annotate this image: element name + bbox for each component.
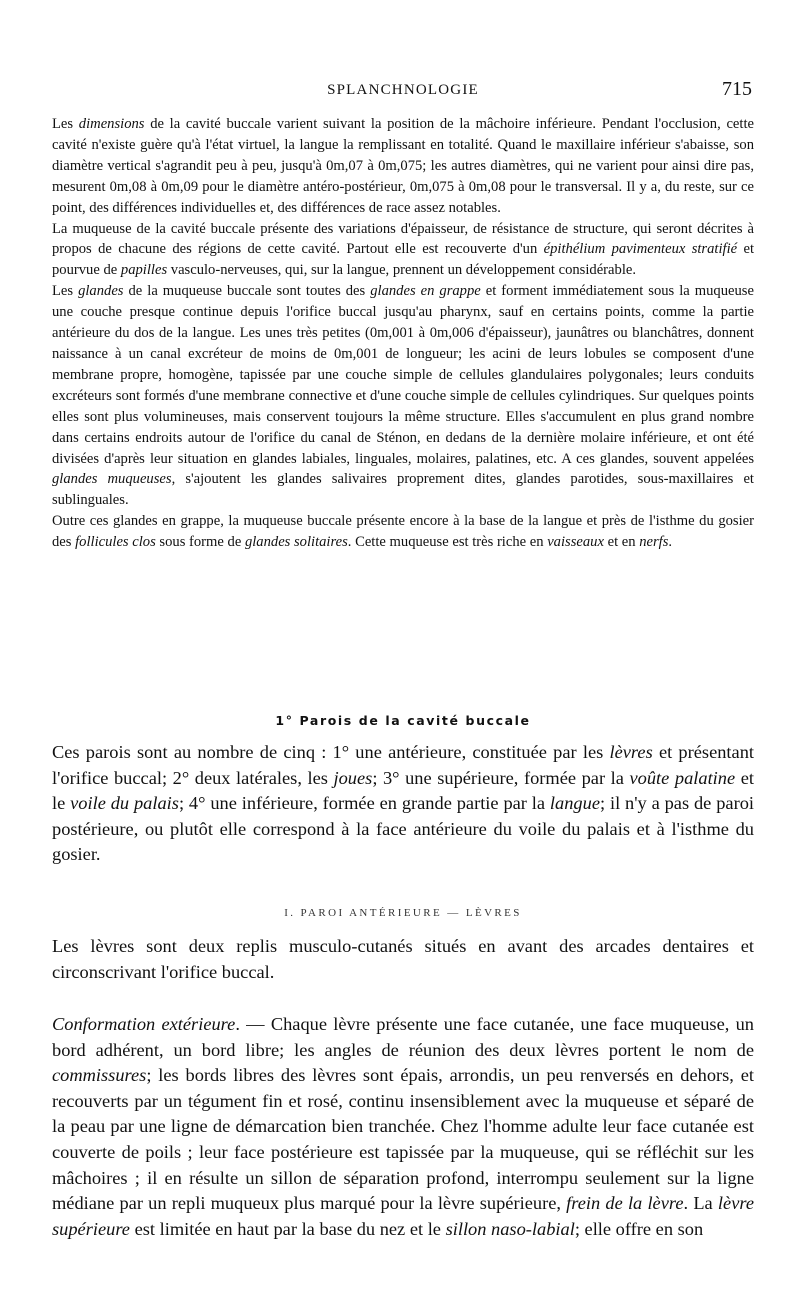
- italic-run: follicules clos: [75, 534, 156, 551]
- paragraph-muqueuse: [52, 219, 754, 282]
- text-run: La muqueuse de la cavité buccale présente des variations d'épaisseur, de résistance de structure, qui seront décrites à propos de chacune des régions de cette cavité. Partout elle est recouverte d'un: [52, 220, 754, 258]
- text-run: . Cette muqueuse est très riche en: [347, 534, 548, 551]
- paragraph-dimensions: [52, 114, 754, 219]
- italic-run: Conformation extérieure: [52, 1014, 236, 1034]
- italic-run: voile du palais: [70, 793, 179, 814]
- italic-run: glandes: [78, 283, 124, 300]
- italic-run: lèvre supérieure: [52, 1193, 754, 1239]
- text-run: Ces parois sont au nombre de cinq : 1° une antérieure, constituée par les: [52, 742, 610, 762]
- italic-run: joues: [333, 767, 373, 788]
- text-run: et présentant l'orifice buccal; 2° deux latérales, les: [52, 742, 755, 788]
- italic-run: sillon naso-labial: [445, 1218, 575, 1239]
- intro-block: [52, 740, 754, 868]
- italic-run: commissures: [52, 1065, 147, 1086]
- section-heading: 1° Parois de la cavité buccale: [275, 713, 531, 728]
- italic-run: glandes en grappe: [370, 283, 481, 300]
- paragraph-conformation: [52, 1012, 754, 1242]
- text-run: . — Chaque lèvre présente une face cutanée, une face muqueuse, un bord adhérent, un bord libre; les angles de réunion des deux lèvres portent le nom de: [52, 1014, 754, 1060]
- italic-run: frein de la lèvre: [566, 1193, 684, 1214]
- text-run: de la muqueuse buccale sont toutes des: [123, 283, 371, 300]
- text-run: Les: [52, 116, 79, 132]
- italic-run: langue: [549, 793, 600, 814]
- paragraph-parois: [52, 740, 754, 868]
- text-run: et pourvue de: [52, 241, 754, 279]
- text-run: et en: [603, 534, 640, 551]
- paragraph-levres: [52, 934, 754, 985]
- paragraph-follicules: [52, 511, 754, 553]
- page-number: 715: [722, 78, 752, 100]
- text-run: ; 3° une supérieure, formée par la: [372, 767, 630, 788]
- text-run: Les: [52, 283, 79, 300]
- text-run: ; elle offre en son: [574, 1218, 704, 1239]
- text-run: Les lèvres sont deux replis musculo-cutanés situés en avant des arcades dentaires et circonscrivant l'orifice buccal.: [52, 936, 754, 982]
- text-run: est limitée en haut par la base du nez et le: [129, 1218, 446, 1239]
- text-run: ; les bords libres des lèvres sont épais, arrondis, un peu renversés en dehors, et recouverts par un tégument fin et rosé, continu insensiblement avec la muqueuse et séparé de la peau par une ligne de démarcation bien tranchée. Chez l'homme adulte leur face cutanée est couverte de poils ; leur face postérieure est tapissée par la muqueuse, qui se réfléchit sur les mâchoires ; il en résulte un sillon de séparation profond, interrompu seulement sur la ligne médiane par un repli muqueux plus marqué pour la lèvre supérieure,: [52, 1065, 754, 1214]
- italic-run: glandes solitaires: [244, 534, 348, 551]
- text-run: ; il n'y a pas de paroi postérieure, ou plutôt elle correspond à la face antérieure du voile du palais et à l'isthme du gosier.: [52, 793, 754, 865]
- text-run: . La: [683, 1193, 718, 1214]
- text-run: de la cavité buccale varient suivant la position de la mâchoire inférieure. Pendant l'occlusion, cette cavité n'existe guère qu'à l'état virtuel, la langue la remplissant en totalité. Quand le maxillaire inférieur s'abaisse, son diamètre vertical s'agrandit peu à peu, jusqu'à 0m,07 à 0m,075; les autres diamètres, qui ne varient pour ainsi dire pas, mesurent 0m,08 à 0m,09 pour le diamètre antéro-postérieur, 0m,075 à 0m,08 pour le transversal. Il y a, du reste, sur ce point, des différences individuelles et, des différences de race assez notables.: [52, 116, 754, 216]
- small-print-block: [52, 114, 754, 553]
- paragraph-glandes: [52, 281, 754, 511]
- text-run: et forment immédiatement sous la muqueuse une couche presque continue depuis l'orifice buccal jusqu'au pharynx, sauf en certains points, comme la partie antérieure du dos de la langue. Les unes très petites (0m,001 à 0m,006 d'épaisseur), jaunâtres ou blanchâtres, donnent naissance à un canal excréteur de moins de 0m,001 de longueur; les acini de leurs lobules se composent d'une membrane propre, homogène, tapissée par une couche simple de cellules glandulaires polygonales; leurs conduits excréteurs sont formés d'une membrane connective et d'une couche simple de cellules cylindriques. Sur quelques points elles sont plus volumineuses, mais conservent toujours la même structure. Elles s'accumulent en plus grand nombre dans certains endroits autour de l'orifice du canal de Sténon, en dedans de la dernière molaire inférieure, et ont été divisées d'après leur situation en glandes labiales, linguales, molaires, palatines, etc. A ces glandes, souvent appelées: [52, 283, 754, 467]
- italic-run: vaisseaux: [547, 534, 604, 551]
- running-head: [52, 78, 754, 104]
- italic-run: voûte palatine: [629, 767, 736, 788]
- italic-run: papilles: [120, 262, 168, 279]
- italic-run: nerfs: [639, 534, 669, 551]
- italic-run: dimensions: [78, 116, 145, 132]
- italic-run: glandes muqueuses: [52, 471, 172, 488]
- text-run: et le: [52, 767, 754, 814]
- text-run: ; 4° une inférieure, formée en grande partie par la: [178, 793, 550, 814]
- italic-run: épithélium pavimenteux stratifié: [543, 241, 738, 258]
- sub-heading: I. PAROI ANTÉRIEURE — LÈVRES: [284, 907, 522, 919]
- italic-run: lèvres: [609, 742, 653, 762]
- text-run: sous forme de: [155, 534, 245, 551]
- text-run: vasculo-nerveuses, qui, sur la langue, prennent un développement considérable.: [167, 262, 636, 279]
- running-title: SPLANCHNOLOGIE: [327, 82, 479, 98]
- levres-block: [52, 934, 754, 985]
- text-run: Outre ces glandes en grappe, la muqueuse buccale présente encore à la base de la langue et près de l'isthme du gosier des: [52, 513, 754, 551]
- text-run: .: [668, 534, 673, 551]
- text-run: , s'ajoutent les glandes salivaires proprement dites, glandes parotides, sous-maxillaires et sublinguales.: [52, 471, 754, 509]
- conformation-block: [52, 1012, 754, 1242]
